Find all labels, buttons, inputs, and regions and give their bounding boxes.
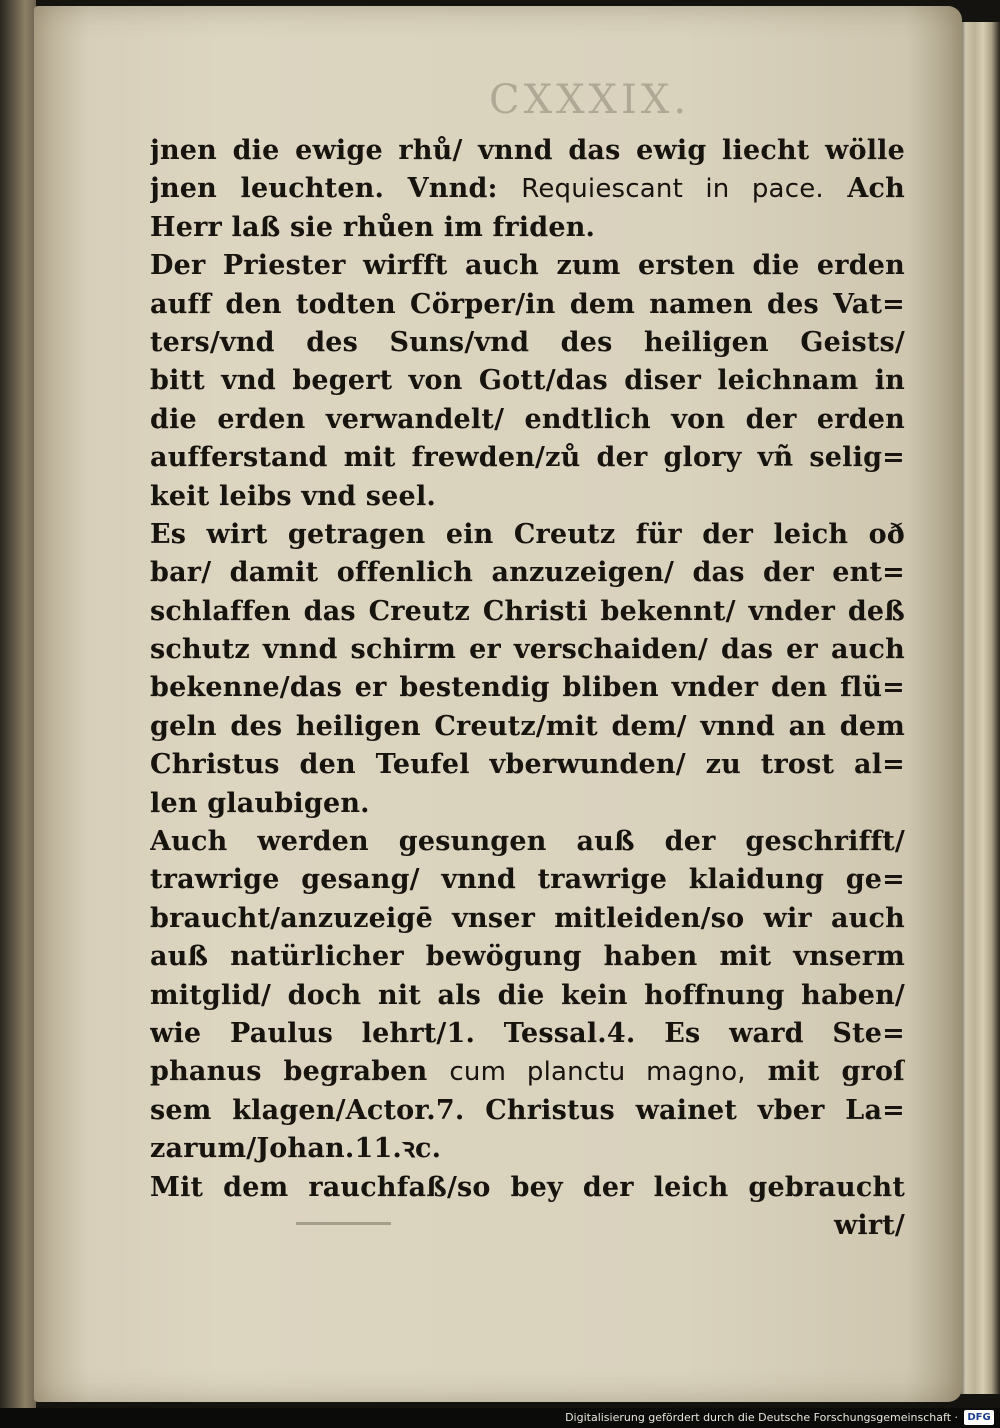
text-line (150, 324, 905, 362)
text-line (150, 1015, 905, 1053)
page-stack-edge (958, 22, 1000, 1394)
line-text: auff den todten Cörper/in dem namen des Vat= (150, 288, 905, 320)
line-text: zarum/Johan.11.ꝛc. (150, 1133, 442, 1165)
line-text: trawrige gesang/ vnnd trawrige klaidung ge= (150, 864, 905, 896)
line-text: jnen leuchten. Vnnd: (150, 173, 498, 205)
line-text: mitglid/ doch nit als die kein hoffnung haben/ (150, 979, 905, 1011)
text-line (150, 1092, 905, 1130)
text-line (150, 1169, 905, 1207)
dfg-logo: DFG (964, 1410, 994, 1425)
line-text: die erden verwandelt/ endtlich von der erden (150, 403, 905, 435)
line-text: aufferstand mit frewden/zů der glory vñ selig= (150, 442, 905, 474)
text-block (150, 132, 905, 1245)
text-line (150, 631, 905, 669)
latin-phrase: Requiescant in pace. (521, 174, 824, 205)
line-text: phanus begraben (150, 1056, 428, 1088)
line-text: jnen die ewige rhů/ vnnd das ewig liecht wölle (150, 135, 905, 166)
line-text: keit leibs vnd seel. (150, 480, 436, 512)
smudge-mark (296, 1222, 391, 1225)
line-tail: Ach (847, 173, 905, 205)
line-tail: mit groſ (767, 1056, 905, 1088)
text-line (150, 1053, 905, 1091)
line-text: schlaffen das Creutz Christi bekennt/ vnder deß (150, 595, 905, 627)
text-line (150, 132, 905, 170)
latin-phrase: cum planctu magno, (449, 1057, 746, 1088)
line-text: sem klagen/Actor.7. Christus wainet vber La= (150, 1094, 905, 1126)
line-text: Auch werden gesungen auß der geschrifft/ (150, 826, 905, 858)
text-line (150, 247, 905, 285)
line-text: geln des heiligen Creutz/mit dem/ vnnd an dem (150, 710, 905, 742)
text-line (150, 439, 905, 477)
text-line (150, 900, 905, 938)
text-line (150, 209, 905, 247)
line-text: schutz vnnd schirm er verschaiden/ das er auch (150, 634, 905, 666)
text-line (150, 669, 905, 707)
line-text: Es wirt getragen ein Creutz für der leich oð (150, 518, 905, 550)
line-text: auß natürlicher bewögung haben mit vnserm (150, 941, 905, 973)
text-line (150, 478, 905, 516)
line-text: bar/ damit offenlich anzuzeigen/ das der ent= (150, 557, 905, 589)
text-line (150, 554, 905, 592)
text-line (150, 516, 905, 554)
text-line (150, 746, 905, 784)
line-text: bitt vnd begert von Gott/das diser leichnam in (150, 365, 905, 397)
catchword: wirt/ (833, 1209, 905, 1241)
text-line (150, 170, 905, 208)
text-line (150, 861, 905, 899)
text-line (150, 938, 905, 976)
text-line (150, 362, 905, 400)
binding-edge (0, 0, 36, 1408)
line-text: Christus den Teufel vberwunden/ zu trost al= (150, 749, 905, 781)
line-text: Herr laß sie rhůen im friden. (150, 211, 596, 243)
text-line (150, 286, 905, 324)
text-line (150, 823, 905, 861)
text-line (150, 593, 905, 631)
line-text: Der Priester wirfft auch zum ersten die erden (150, 250, 905, 282)
line-text: braucht/anzuzeigē vnser mitleiden/so wir auch (150, 902, 905, 934)
folio-number: CXXXIX. (489, 78, 691, 122)
text-line (150, 785, 905, 823)
line-text: ters/vnd des Suns/vnd des heiligen Geists/ (150, 326, 905, 358)
footer-credit: Digitalisierung gefördert durch die Deutsche Forschungsgemeinschaft · (565, 1411, 958, 1424)
text-line (150, 708, 905, 746)
text-line (150, 1130, 905, 1168)
text-line (150, 401, 905, 439)
line-text: bekenne/das er bestendig bliben vnder den flü= (150, 672, 905, 704)
line-text: len glaubigen. (150, 787, 370, 819)
line-text: Mit dem rauchfaß/so bey der leich gebraucht (150, 1171, 905, 1203)
line-text: wie Paulus lehrt/1. Tessal.4. Es ward Ste= (150, 1017, 905, 1049)
text-line (150, 977, 905, 1015)
